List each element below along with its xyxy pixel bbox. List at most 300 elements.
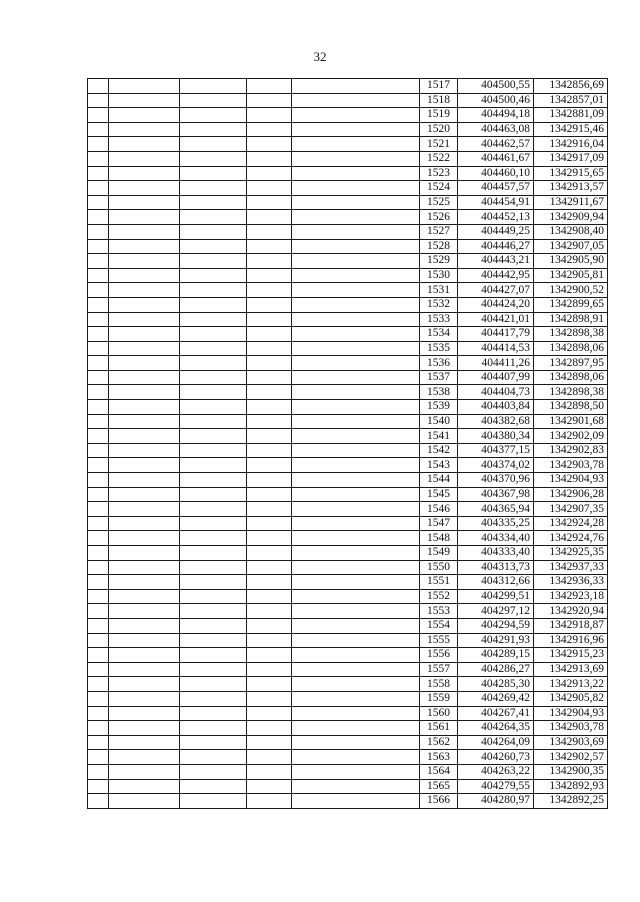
table-row bbox=[88, 633, 608, 648]
empty-cell bbox=[88, 721, 109, 736]
empty-cell bbox=[180, 516, 247, 531]
y-coordinate-cell: 1342898,50 bbox=[534, 400, 608, 415]
empty-cell bbox=[247, 443, 292, 458]
x-coordinate-cell: 404286,27 bbox=[458, 662, 534, 677]
empty-cell bbox=[180, 370, 247, 385]
table-row bbox=[88, 312, 608, 327]
table-row bbox=[88, 618, 608, 633]
empty-cell bbox=[247, 239, 292, 254]
point-number-cell: 1564 bbox=[420, 764, 458, 779]
table-row bbox=[88, 443, 608, 458]
x-coordinate-cell: 404460,10 bbox=[458, 166, 534, 181]
empty-cell bbox=[109, 268, 180, 283]
empty-cell bbox=[292, 356, 420, 371]
empty-cell bbox=[292, 575, 420, 590]
empty-cell bbox=[88, 618, 109, 633]
empty-cell bbox=[180, 487, 247, 502]
empty-cell bbox=[180, 706, 247, 721]
empty-cell bbox=[109, 779, 180, 794]
empty-cell bbox=[109, 210, 180, 225]
empty-cell bbox=[180, 575, 247, 590]
empty-cell bbox=[180, 181, 247, 196]
empty-cell bbox=[88, 268, 109, 283]
empty-cell bbox=[247, 312, 292, 327]
empty-cell bbox=[180, 677, 247, 692]
empty-cell bbox=[292, 633, 420, 648]
empty-cell bbox=[109, 560, 180, 575]
y-coordinate-cell: 1342924,76 bbox=[534, 531, 608, 546]
x-coordinate-cell: 404264,09 bbox=[458, 735, 534, 750]
empty-cell bbox=[180, 794, 247, 809]
y-coordinate-cell: 1342923,18 bbox=[534, 589, 608, 604]
empty-cell bbox=[292, 779, 420, 794]
empty-cell bbox=[247, 662, 292, 677]
empty-cell bbox=[292, 546, 420, 561]
table-row bbox=[88, 297, 608, 312]
empty-cell bbox=[180, 166, 247, 181]
empty-cell bbox=[247, 604, 292, 619]
empty-cell bbox=[247, 210, 292, 225]
y-coordinate-cell: 1342913,69 bbox=[534, 662, 608, 677]
y-coordinate-cell: 1342920,94 bbox=[534, 604, 608, 619]
table-row bbox=[88, 93, 608, 108]
x-coordinate-cell: 404404,73 bbox=[458, 385, 534, 400]
point-number-cell: 1528 bbox=[420, 239, 458, 254]
table-row bbox=[88, 137, 608, 152]
empty-cell bbox=[292, 618, 420, 633]
point-number-cell: 1543 bbox=[420, 458, 458, 473]
empty-cell bbox=[247, 166, 292, 181]
empty-cell bbox=[180, 312, 247, 327]
point-number-cell: 1538 bbox=[420, 385, 458, 400]
empty-cell bbox=[109, 370, 180, 385]
empty-cell bbox=[292, 385, 420, 400]
empty-cell bbox=[180, 254, 247, 269]
empty-cell bbox=[88, 546, 109, 561]
y-coordinate-cell: 1342898,38 bbox=[534, 327, 608, 342]
empty-cell bbox=[109, 546, 180, 561]
table-row bbox=[88, 224, 608, 239]
x-coordinate-cell: 404462,57 bbox=[458, 137, 534, 152]
empty-cell bbox=[180, 764, 247, 779]
empty-cell bbox=[109, 794, 180, 809]
empty-cell bbox=[109, 283, 180, 298]
table-row bbox=[88, 721, 608, 736]
empty-cell bbox=[292, 764, 420, 779]
y-coordinate-cell: 1342899,65 bbox=[534, 297, 608, 312]
table-row bbox=[88, 370, 608, 385]
empty-cell bbox=[292, 224, 420, 239]
empty-cell bbox=[88, 400, 109, 415]
table-row bbox=[88, 473, 608, 488]
x-coordinate-cell: 404427,07 bbox=[458, 283, 534, 298]
empty-cell bbox=[109, 93, 180, 108]
y-coordinate-cell: 1342904,93 bbox=[534, 473, 608, 488]
table-row bbox=[88, 429, 608, 444]
empty-cell bbox=[180, 400, 247, 415]
empty-cell bbox=[180, 137, 247, 152]
empty-cell bbox=[292, 531, 420, 546]
empty-cell bbox=[180, 93, 247, 108]
empty-cell bbox=[109, 487, 180, 502]
point-number-cell: 1546 bbox=[420, 502, 458, 517]
empty-cell bbox=[292, 706, 420, 721]
empty-cell bbox=[88, 487, 109, 502]
x-coordinate-cell: 404461,67 bbox=[458, 151, 534, 166]
empty-cell bbox=[292, 108, 420, 123]
empty-cell bbox=[247, 546, 292, 561]
x-coordinate-cell: 404500,55 bbox=[458, 79, 534, 94]
empty-cell bbox=[109, 224, 180, 239]
empty-cell bbox=[247, 677, 292, 692]
empty-cell bbox=[247, 79, 292, 94]
x-coordinate-cell: 404312,66 bbox=[458, 575, 534, 590]
y-coordinate-cell: 1342903,78 bbox=[534, 458, 608, 473]
empty-cell bbox=[180, 79, 247, 94]
empty-cell bbox=[109, 750, 180, 765]
point-number-cell: 1556 bbox=[420, 648, 458, 663]
x-coordinate-cell: 404260,73 bbox=[458, 750, 534, 765]
empty-cell bbox=[180, 604, 247, 619]
point-number-cell: 1533 bbox=[420, 312, 458, 327]
empty-cell bbox=[292, 268, 420, 283]
point-number-cell: 1530 bbox=[420, 268, 458, 283]
y-coordinate-cell: 1342902,83 bbox=[534, 443, 608, 458]
y-coordinate-cell: 1342900,35 bbox=[534, 764, 608, 779]
empty-cell bbox=[292, 677, 420, 692]
empty-cell bbox=[88, 575, 109, 590]
point-number-cell: 1545 bbox=[420, 487, 458, 502]
table-row bbox=[88, 546, 608, 561]
x-coordinate-cell: 404279,55 bbox=[458, 779, 534, 794]
y-coordinate-cell: 1342902,09 bbox=[534, 429, 608, 444]
empty-cell bbox=[180, 210, 247, 225]
table-row bbox=[88, 531, 608, 546]
empty-cell bbox=[247, 254, 292, 269]
point-number-cell: 1542 bbox=[420, 443, 458, 458]
empty-cell bbox=[180, 356, 247, 371]
empty-cell bbox=[109, 166, 180, 181]
empty-cell bbox=[247, 108, 292, 123]
empty-cell bbox=[109, 458, 180, 473]
empty-cell bbox=[88, 750, 109, 765]
empty-cell bbox=[180, 502, 247, 517]
empty-cell bbox=[292, 122, 420, 137]
table-row bbox=[88, 181, 608, 196]
y-coordinate-cell: 1342918,87 bbox=[534, 618, 608, 633]
empty-cell bbox=[247, 633, 292, 648]
point-number-cell: 1524 bbox=[420, 181, 458, 196]
empty-cell bbox=[88, 604, 109, 619]
point-number-cell: 1534 bbox=[420, 327, 458, 342]
point-number-cell: 1565 bbox=[420, 779, 458, 794]
x-coordinate-cell: 404414,53 bbox=[458, 341, 534, 356]
empty-cell bbox=[88, 531, 109, 546]
table-row bbox=[88, 794, 608, 809]
empty-cell bbox=[292, 400, 420, 415]
table-row bbox=[88, 283, 608, 298]
x-coordinate-cell: 404449,25 bbox=[458, 224, 534, 239]
empty-cell bbox=[88, 677, 109, 692]
empty-cell bbox=[88, 312, 109, 327]
empty-cell bbox=[292, 691, 420, 706]
y-coordinate-cell: 1342903,69 bbox=[534, 735, 608, 750]
empty-cell bbox=[292, 297, 420, 312]
table-row bbox=[88, 560, 608, 575]
point-number-cell: 1521 bbox=[420, 137, 458, 152]
empty-cell bbox=[180, 122, 247, 137]
x-coordinate-cell: 404424,20 bbox=[458, 297, 534, 312]
empty-cell bbox=[292, 487, 420, 502]
empty-cell bbox=[180, 531, 247, 546]
y-coordinate-cell: 1342924,28 bbox=[534, 516, 608, 531]
empty-cell bbox=[88, 297, 109, 312]
empty-cell bbox=[109, 691, 180, 706]
empty-cell bbox=[88, 706, 109, 721]
empty-cell bbox=[88, 458, 109, 473]
empty-cell bbox=[292, 735, 420, 750]
point-number-cell: 1566 bbox=[420, 794, 458, 809]
empty-cell bbox=[292, 794, 420, 809]
empty-cell bbox=[247, 764, 292, 779]
empty-cell bbox=[88, 254, 109, 269]
empty-cell bbox=[109, 502, 180, 517]
empty-cell bbox=[292, 166, 420, 181]
point-number-cell: 1548 bbox=[420, 531, 458, 546]
y-coordinate-cell: 1342917,09 bbox=[534, 151, 608, 166]
empty-cell bbox=[109, 575, 180, 590]
point-number-cell: 1532 bbox=[420, 297, 458, 312]
empty-cell bbox=[292, 516, 420, 531]
empty-cell bbox=[109, 385, 180, 400]
empty-cell bbox=[292, 429, 420, 444]
y-coordinate-cell: 1342913,22 bbox=[534, 677, 608, 692]
empty-cell bbox=[247, 691, 292, 706]
empty-cell bbox=[180, 297, 247, 312]
empty-cell bbox=[292, 151, 420, 166]
empty-cell bbox=[88, 356, 109, 371]
x-coordinate-cell: 404264,35 bbox=[458, 721, 534, 736]
empty-cell bbox=[247, 385, 292, 400]
empty-cell bbox=[180, 268, 247, 283]
point-number-cell: 1536 bbox=[420, 356, 458, 371]
table-row bbox=[88, 239, 608, 254]
empty-cell bbox=[88, 341, 109, 356]
empty-cell bbox=[109, 604, 180, 619]
x-coordinate-cell: 404457,57 bbox=[458, 181, 534, 196]
empty-cell bbox=[292, 210, 420, 225]
empty-cell bbox=[247, 648, 292, 663]
x-coordinate-cell: 404334,40 bbox=[458, 531, 534, 546]
table-row bbox=[88, 677, 608, 692]
page-number: 32 bbox=[313, 49, 327, 64]
empty-cell bbox=[109, 589, 180, 604]
empty-cell bbox=[109, 254, 180, 269]
x-coordinate-cell: 404454,91 bbox=[458, 195, 534, 210]
empty-cell bbox=[247, 414, 292, 429]
empty-cell bbox=[109, 108, 180, 123]
y-coordinate-cell: 1342916,96 bbox=[534, 633, 608, 648]
empty-cell bbox=[292, 589, 420, 604]
empty-cell bbox=[88, 414, 109, 429]
point-number-cell: 1522 bbox=[420, 151, 458, 166]
empty-cell bbox=[292, 443, 420, 458]
x-coordinate-cell: 404443,21 bbox=[458, 254, 534, 269]
empty-cell bbox=[88, 633, 109, 648]
empty-cell bbox=[88, 473, 109, 488]
table-row bbox=[88, 458, 608, 473]
y-coordinate-cell: 1342857,01 bbox=[534, 93, 608, 108]
empty-cell bbox=[88, 210, 109, 225]
point-number-cell: 1561 bbox=[420, 721, 458, 736]
coordinates-table-body bbox=[88, 79, 608, 809]
x-coordinate-cell: 404421,01 bbox=[458, 312, 534, 327]
empty-cell bbox=[88, 283, 109, 298]
empty-cell bbox=[88, 166, 109, 181]
empty-cell bbox=[247, 93, 292, 108]
y-coordinate-cell: 1342900,52 bbox=[534, 283, 608, 298]
empty-cell bbox=[88, 648, 109, 663]
empty-cell bbox=[109, 414, 180, 429]
y-coordinate-cell: 1342905,90 bbox=[534, 254, 608, 269]
y-coordinate-cell: 1342856,69 bbox=[534, 79, 608, 94]
y-coordinate-cell: 1342881,09 bbox=[534, 108, 608, 123]
table-row bbox=[88, 356, 608, 371]
empty-cell bbox=[109, 443, 180, 458]
x-coordinate-cell: 404280,97 bbox=[458, 794, 534, 809]
empty-cell bbox=[247, 516, 292, 531]
point-number-cell: 1554 bbox=[420, 618, 458, 633]
empty-cell bbox=[292, 327, 420, 342]
empty-cell bbox=[180, 429, 247, 444]
empty-cell bbox=[180, 546, 247, 561]
empty-cell bbox=[88, 239, 109, 254]
x-coordinate-cell: 404335,25 bbox=[458, 516, 534, 531]
empty-cell bbox=[292, 312, 420, 327]
empty-cell bbox=[180, 691, 247, 706]
x-coordinate-cell: 404267,41 bbox=[458, 706, 534, 721]
y-coordinate-cell: 1342904,93 bbox=[534, 706, 608, 721]
empty-cell bbox=[292, 750, 420, 765]
empty-cell bbox=[247, 151, 292, 166]
empty-cell bbox=[88, 735, 109, 750]
y-coordinate-cell: 1342936,33 bbox=[534, 575, 608, 590]
empty-cell bbox=[88, 502, 109, 517]
x-coordinate-cell: 404294,59 bbox=[458, 618, 534, 633]
empty-cell bbox=[88, 181, 109, 196]
empty-cell bbox=[109, 181, 180, 196]
empty-cell bbox=[247, 297, 292, 312]
empty-cell bbox=[292, 341, 420, 356]
empty-cell bbox=[247, 750, 292, 765]
empty-cell bbox=[180, 618, 247, 633]
empty-cell bbox=[109, 151, 180, 166]
empty-cell bbox=[247, 531, 292, 546]
empty-cell bbox=[247, 560, 292, 575]
empty-cell bbox=[88, 516, 109, 531]
empty-cell bbox=[109, 122, 180, 137]
table-row bbox=[88, 575, 608, 590]
point-number-cell: 1531 bbox=[420, 283, 458, 298]
x-coordinate-cell: 404333,40 bbox=[458, 546, 534, 561]
table-row bbox=[88, 662, 608, 677]
empty-cell bbox=[247, 137, 292, 152]
x-coordinate-cell: 404442,95 bbox=[458, 268, 534, 283]
empty-cell bbox=[88, 224, 109, 239]
empty-cell bbox=[292, 662, 420, 677]
y-coordinate-cell: 1342898,06 bbox=[534, 370, 608, 385]
table-row bbox=[88, 108, 608, 123]
x-coordinate-cell: 404367,98 bbox=[458, 487, 534, 502]
point-number-cell: 1555 bbox=[420, 633, 458, 648]
empty-cell bbox=[180, 735, 247, 750]
empty-cell bbox=[109, 312, 180, 327]
y-coordinate-cell: 1342905,81 bbox=[534, 268, 608, 283]
x-coordinate-cell: 404446,27 bbox=[458, 239, 534, 254]
empty-cell bbox=[180, 414, 247, 429]
x-coordinate-cell: 404297,12 bbox=[458, 604, 534, 619]
empty-cell bbox=[88, 560, 109, 575]
x-coordinate-cell: 404313,73 bbox=[458, 560, 534, 575]
empty-cell bbox=[247, 224, 292, 239]
empty-cell bbox=[88, 195, 109, 210]
point-number-cell: 1517 bbox=[420, 79, 458, 94]
y-coordinate-cell: 1342937,33 bbox=[534, 560, 608, 575]
empty-cell bbox=[292, 560, 420, 575]
point-number-cell: 1558 bbox=[420, 677, 458, 692]
empty-cell bbox=[109, 735, 180, 750]
x-coordinate-cell: 404417,79 bbox=[458, 327, 534, 342]
empty-cell bbox=[109, 516, 180, 531]
empty-cell bbox=[292, 414, 420, 429]
empty-cell bbox=[88, 122, 109, 137]
empty-cell bbox=[109, 721, 180, 736]
point-number-cell: 1526 bbox=[420, 210, 458, 225]
empty-cell bbox=[109, 648, 180, 663]
empty-cell bbox=[109, 677, 180, 692]
table-row bbox=[88, 195, 608, 210]
empty-cell bbox=[292, 137, 420, 152]
empty-cell bbox=[247, 721, 292, 736]
empty-cell bbox=[247, 473, 292, 488]
empty-cell bbox=[180, 443, 247, 458]
empty-cell bbox=[88, 691, 109, 706]
empty-cell bbox=[247, 268, 292, 283]
empty-cell bbox=[180, 327, 247, 342]
y-coordinate-cell: 1342916,04 bbox=[534, 137, 608, 152]
y-coordinate-cell: 1342915,65 bbox=[534, 166, 608, 181]
table-row bbox=[88, 487, 608, 502]
empty-cell bbox=[88, 137, 109, 152]
x-coordinate-cell: 404365,94 bbox=[458, 502, 534, 517]
x-coordinate-cell: 404403,84 bbox=[458, 400, 534, 415]
table-row bbox=[88, 502, 608, 517]
y-coordinate-cell: 1342898,38 bbox=[534, 385, 608, 400]
point-number-cell: 1547 bbox=[420, 516, 458, 531]
empty-cell bbox=[247, 181, 292, 196]
table-row bbox=[88, 750, 608, 765]
point-number-cell: 1519 bbox=[420, 108, 458, 123]
y-coordinate-cell: 1342903,78 bbox=[534, 721, 608, 736]
y-coordinate-cell: 1342898,91 bbox=[534, 312, 608, 327]
y-coordinate-cell: 1342906,28 bbox=[534, 487, 608, 502]
y-coordinate-cell: 1342913,57 bbox=[534, 181, 608, 196]
empty-cell bbox=[247, 195, 292, 210]
empty-cell bbox=[292, 473, 420, 488]
empty-cell bbox=[88, 429, 109, 444]
table-row bbox=[88, 151, 608, 166]
table-row bbox=[88, 516, 608, 531]
